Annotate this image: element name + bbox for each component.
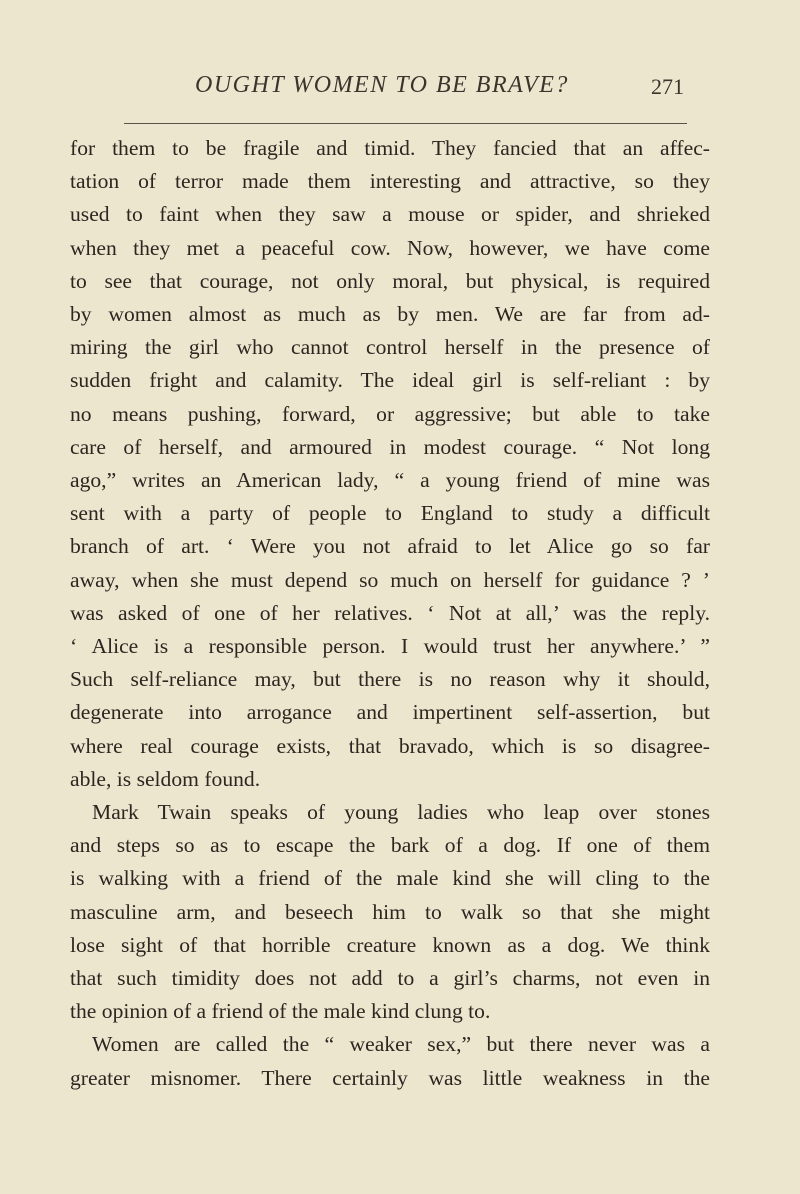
text-line: able, is seldom found.: [70, 766, 261, 791]
running-title: OUGHT WOMEN TO BE BRAVE?: [195, 72, 569, 98]
text-line: where real courage exists, that bravado, which is so disagree-: [70, 733, 710, 758]
text-line: sudden fright and calamity. The ideal girl is self-reliant : by: [70, 368, 710, 393]
text-line: that such timidity does not add to a girl’s charms, not even in: [70, 966, 710, 991]
paragraph-3: [70, 1028, 710, 1094]
text-line: Such self-reliance may, but there is no reason why it should,: [70, 667, 710, 692]
text-line: to see that courage, not only moral, but physical, is required: [70, 268, 710, 293]
text-line: miring the girl who cannot control herself in the presence of: [70, 335, 710, 360]
page-number: 271: [651, 74, 684, 99]
text-line: ago,” writes an American lady, “ a young friend of mine was: [70, 468, 710, 493]
paragraph-1: [70, 132, 710, 796]
text-line: when they met a peaceful cow. Now, however, we have come: [70, 235, 710, 260]
paragraph-2: [70, 796, 710, 1028]
text-line: the opinion of a friend of the male kind clung to.: [70, 999, 491, 1024]
text-line: sent with a party of people to England to study a difficult: [70, 501, 710, 526]
text-line: greater misnomer. There certainly was little weakness in the: [70, 1065, 710, 1090]
text-line: no means pushing, forward, or aggressive; but able to take: [70, 401, 710, 426]
text-line: for them to be fragile and timid. They fancied that an affec-: [70, 136, 710, 160]
text-line: lose sight of that horrible creature known as a dog. We think: [70, 932, 710, 957]
text-line: by women almost as much as by men. We are far from ad-: [70, 302, 710, 327]
text-line: Mark Twain speaks of young ladies who leap over stones: [92, 800, 710, 825]
text-line: care of herself, and armoured in modest courage. “ Not long: [70, 434, 710, 459]
text-line: is walking with a friend of the male kind she will cling to the: [70, 866, 710, 891]
text-line: used to faint when they saw a mouse or spider, and shrieked: [70, 202, 710, 227]
text-line: and steps so as to escape the bark of a dog. If one of them: [70, 833, 710, 858]
text-line: was asked of one of her relatives. ‘ Not at all,’ was the reply.: [70, 600, 710, 625]
body-text: [70, 132, 710, 1095]
text-line: masculine arm, and beseech him to walk so that she might: [70, 899, 710, 924]
header-rule: [124, 123, 687, 124]
text-line: tation of terror made them interesting and attractive, so they: [70, 169, 710, 194]
text-line: ‘ Alice is a responsible person. I would trust her anywhere.’ ”: [70, 634, 710, 659]
text-line: degenerate into arrogance and impertinent self-assertion, but: [70, 700, 710, 725]
text-line: away, when she must depend so much on herself for guidance ? ’: [70, 567, 710, 592]
text-line: branch of art. ‘ Were you not afraid to let Alice go so far: [70, 534, 710, 559]
text-line: Women are called the “ weaker sex,” but there never was a: [92, 1032, 710, 1057]
